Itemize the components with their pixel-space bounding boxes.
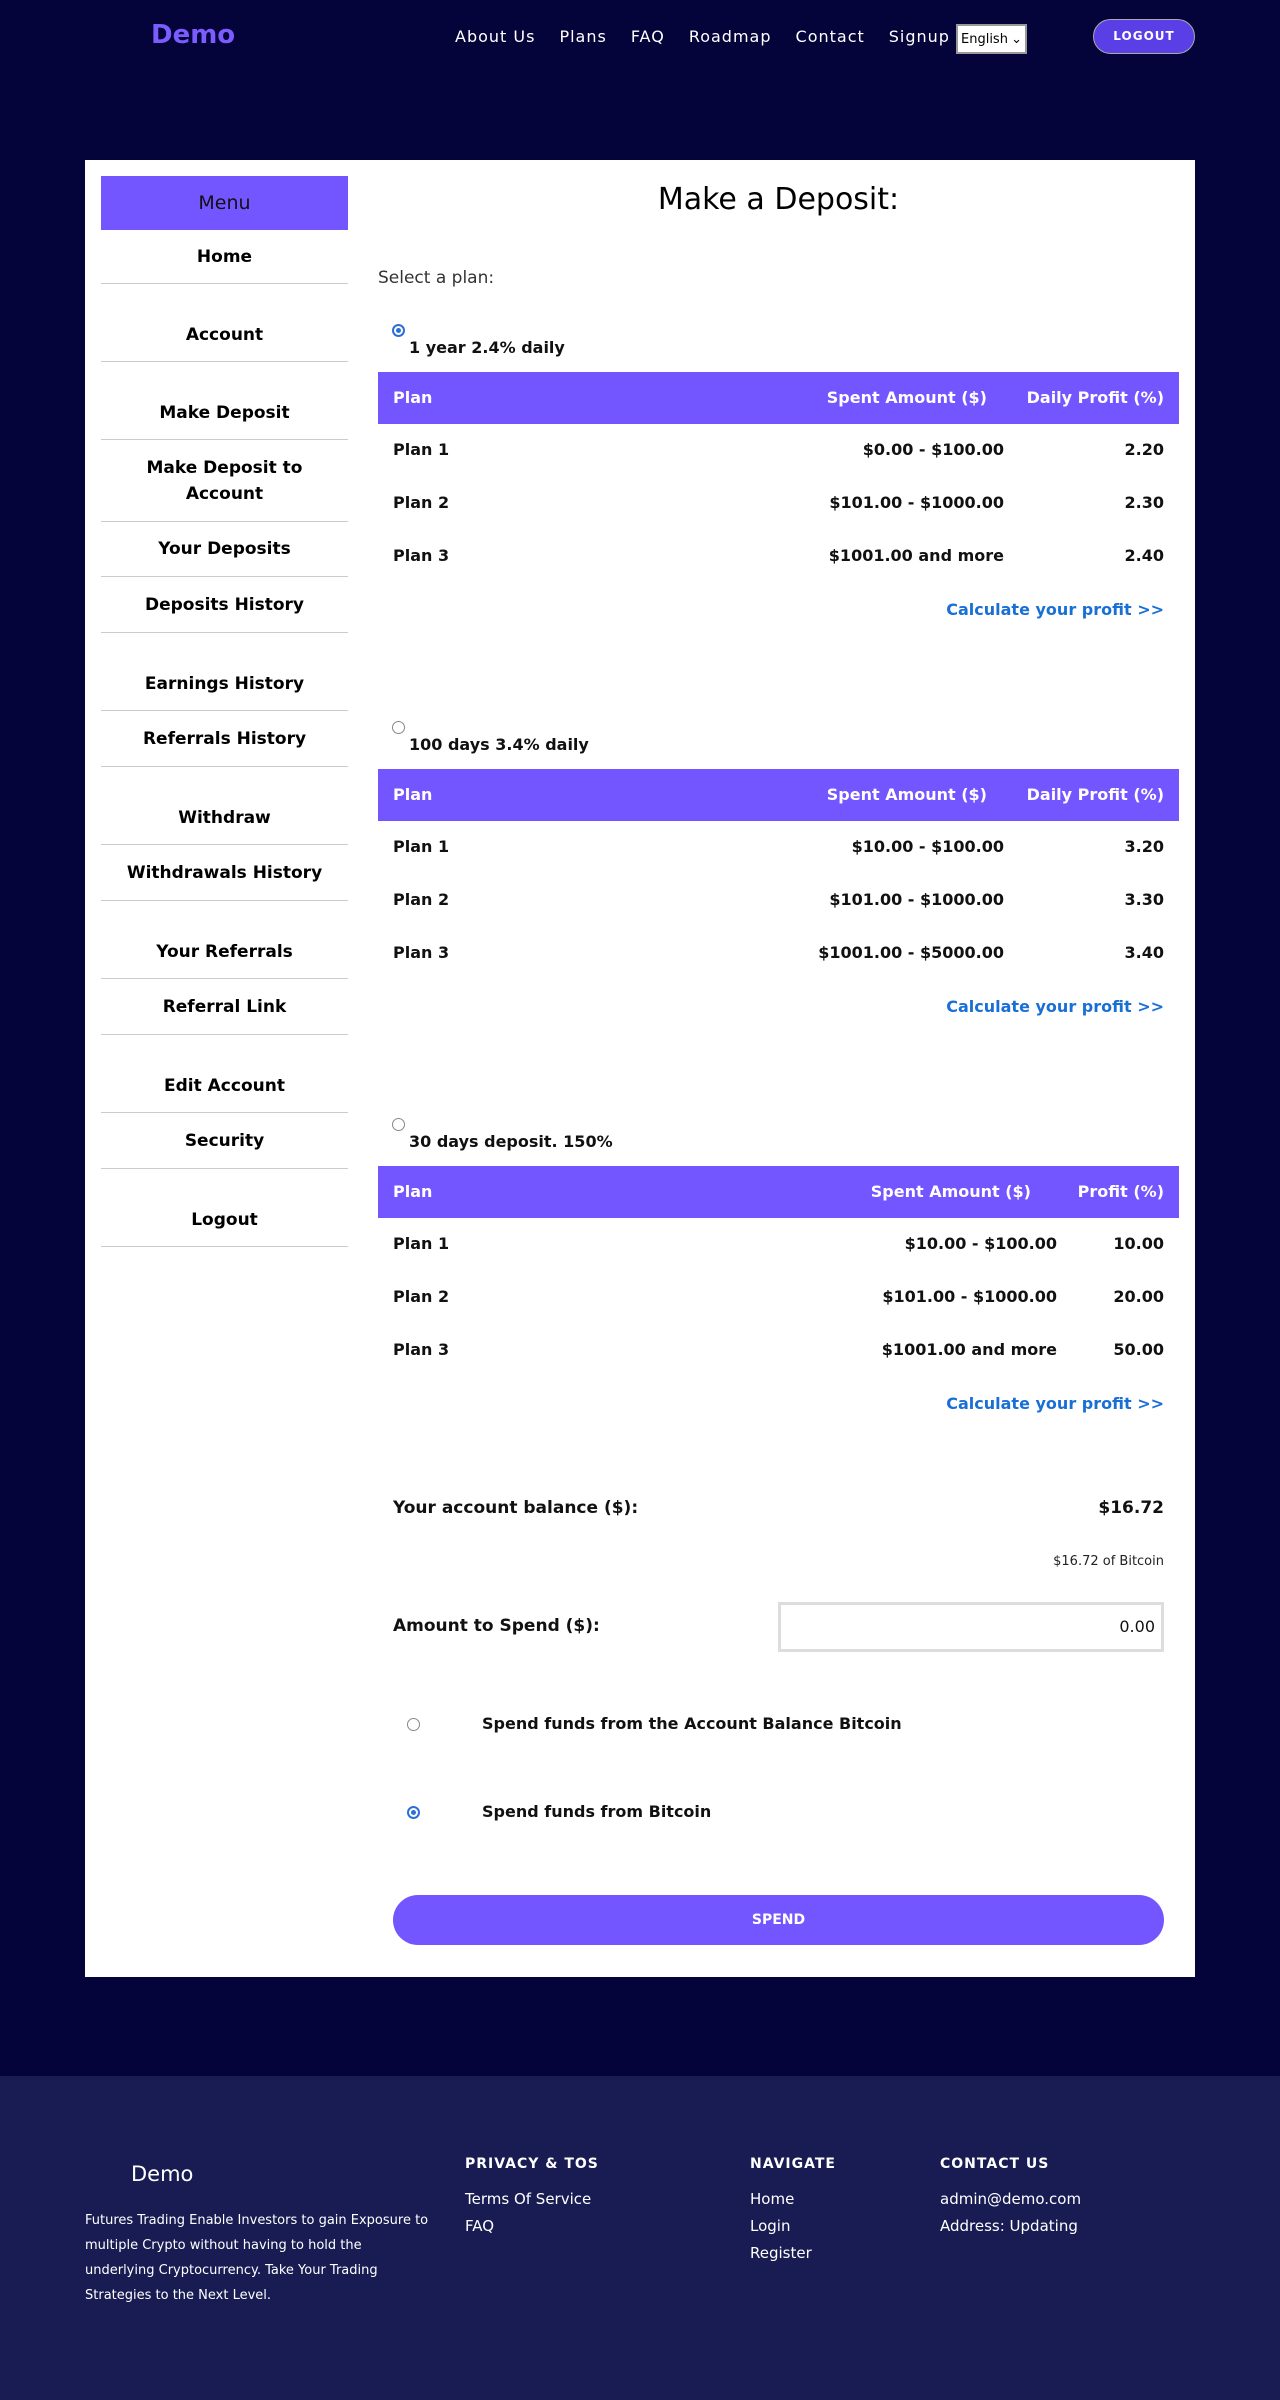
- cell-plan: Plan 2: [393, 493, 450, 512]
- footer-privacy-column: [465, 2156, 599, 2240]
- footer-navigate-column: [750, 2156, 836, 2267]
- site-logo[interactable]: Demo: [151, 20, 236, 50]
- cell-amount: $101.00 - $1000.00: [829, 890, 1004, 909]
- header-spent-amount: Spent Amount ($): [826, 388, 987, 407]
- nav-contact[interactable]: Contact: [795, 27, 865, 46]
- cell-amount: $1001.00 and more: [881, 1340, 1057, 1359]
- header-plan: Plan: [393, 388, 433, 407]
- spend-option-radio[interactable]: [407, 1718, 420, 1731]
- language-select[interactable]: [956, 24, 1027, 54]
- sidebar-item-your-referrals[interactable]: Your Referrals: [101, 901, 348, 979]
- main-nav: [455, 27, 974, 46]
- sidebar-item-logout[interactable]: Logout: [101, 1169, 348, 1247]
- sidebar-item-referrals-history[interactable]: Referrals History: [101, 711, 348, 767]
- cell-plan: Plan 1: [393, 837, 450, 856]
- sidebar-item-withdrawals-history[interactable]: Withdrawals History: [101, 845, 348, 901]
- top-header: [0, 0, 1280, 75]
- header-plan: Plan: [393, 1182, 433, 1201]
- nav-plans[interactable]: Plans: [559, 27, 607, 46]
- table-row: [378, 1324, 1179, 1377]
- header-profit: Daily Profit (%): [1026, 388, 1164, 407]
- calculate-profit-link[interactable]: Calculate your profit >>: [946, 600, 1164, 619]
- sidebar-item-home[interactable]: Home: [101, 230, 348, 284]
- sidebar-item-referral-link[interactable]: Referral Link: [101, 979, 348, 1035]
- sidebar-item-make-deposit-to-account[interactable]: Make Deposit to Account: [101, 440, 348, 522]
- calculate-profit-link[interactable]: Calculate your profit >>: [946, 997, 1164, 1016]
- amount-input[interactable]: 0.00: [778, 1602, 1164, 1652]
- sidebar-item-deposits-history[interactable]: Deposits History: [101, 577, 348, 633]
- sidebar-menu: [101, 176, 348, 1247]
- spend-option-label[interactable]: Spend funds from the Account Balance Bitcoin: [482, 1714, 902, 1733]
- select-plan-label: Select a plan:: [378, 268, 495, 288]
- cell-profit: 2.40: [1124, 546, 1164, 565]
- cell-amount: $10.00 - $100.00: [851, 837, 1004, 856]
- calculate-profit-link[interactable]: Calculate your profit >>: [946, 1394, 1164, 1413]
- amount-label: Amount to Spend ($):: [393, 1616, 600, 1636]
- table-row: [378, 1218, 1179, 1271]
- cell-plan: Plan 3: [393, 546, 450, 565]
- cell-profit: 20.00: [1113, 1287, 1164, 1306]
- cell-plan: Plan 2: [393, 890, 450, 909]
- cell-amount: $101.00 - $1000.00: [882, 1287, 1057, 1306]
- footer-navigate-title: NAVIGATE: [750, 2156, 836, 2172]
- cell-amount: $101.00 - $1000.00: [829, 493, 1004, 512]
- balance-label: Your account balance ($):: [393, 1498, 639, 1518]
- nav-signup[interactable]: Signup: [888, 27, 950, 46]
- plan-radio[interactable]: [392, 324, 405, 337]
- cell-plan: Plan 2: [393, 1287, 450, 1306]
- cell-plan: Plan 3: [393, 1340, 450, 1359]
- header-spent-amount: Spent Amount ($): [826, 785, 987, 804]
- header-profit: Profit (%): [1077, 1182, 1164, 1201]
- cell-amount: $10.00 - $100.00: [904, 1234, 1057, 1253]
- table-row: [378, 927, 1179, 980]
- plan-table: [378, 769, 1179, 980]
- site-footer: [0, 2076, 1280, 2400]
- cell-profit: 3.40: [1124, 943, 1164, 962]
- cell-plan: Plan 1: [393, 1234, 450, 1253]
- cell-plan: Plan 3: [393, 943, 450, 962]
- sidebar-item-withdraw[interactable]: Withdraw: [101, 767, 348, 845]
- footer-privacy-title: PRIVACY & TOS: [465, 2156, 599, 2172]
- footer-link-faq[interactable]: FAQ: [465, 2217, 495, 2235]
- table-row: [378, 477, 1179, 530]
- plan-name[interactable]: 100 days 3.4% daily: [409, 735, 589, 754]
- nav-about-us[interactable]: About Us: [455, 27, 536, 46]
- cell-profit: 3.20: [1124, 837, 1164, 856]
- plan-table: [378, 372, 1179, 583]
- spend-option[interactable]: [378, 1712, 1179, 1742]
- footer-contact-email[interactable]: admin@demo.com: [940, 2190, 1082, 2208]
- plan-radio[interactable]: [392, 1118, 405, 1131]
- cell-profit: 50.00: [1113, 1340, 1164, 1359]
- table-header: [378, 372, 1179, 424]
- table-row: [378, 530, 1179, 583]
- table-row: [378, 874, 1179, 927]
- balance-value: $16.72: [1098, 1498, 1164, 1518]
- footer-description: Futures Trading Enable Investors to gain Exposure to multiple Crypto without having to hold the underlying Cryptocurrency. Take Your Trading Strategies to the Next Level.: [85, 2213, 429, 2303]
- table-header: [378, 1166, 1179, 1218]
- footer-contact-column: [940, 2156, 1081, 2240]
- spend-option-label[interactable]: Spend funds from Bitcoin: [482, 1802, 712, 1821]
- nav-roadmap[interactable]: Roadmap: [688, 27, 772, 46]
- cell-amount: $0.00 - $100.00: [862, 440, 1004, 459]
- deposit-card: [85, 160, 1195, 1977]
- header-plan: Plan: [393, 785, 433, 804]
- sidebar-item-security[interactable]: Security: [101, 1113, 348, 1169]
- table-header: [378, 769, 1179, 821]
- logout-button[interactable]: LOGOUT: [1093, 19, 1195, 54]
- balance-sub: $16.72 of Bitcoin: [1053, 1554, 1164, 1569]
- plan-name[interactable]: 30 days deposit. 150%: [409, 1132, 613, 1151]
- table-row: [378, 1271, 1179, 1324]
- sidebar-item-make-deposit[interactable]: Make Deposit: [101, 362, 348, 440]
- sidebar-item-edit-account[interactable]: Edit Account: [101, 1035, 348, 1113]
- cell-amount: $1001.00 and more: [828, 546, 1004, 565]
- footer-link-login[interactable]: Login: [750, 2217, 791, 2235]
- header-profit: Daily Profit (%): [1026, 785, 1164, 804]
- spend-option-radio[interactable]: [407, 1806, 420, 1819]
- cell-profit: 2.20: [1124, 440, 1164, 459]
- table-row: [378, 424, 1179, 477]
- language-value: English: [961, 31, 1008, 47]
- cell-profit: 2.30: [1124, 493, 1164, 512]
- chevron-down-icon: ⌄: [1011, 31, 1022, 47]
- footer-link-register[interactable]: Register: [750, 2244, 812, 2262]
- cell-profit: 10.00: [1113, 1234, 1164, 1253]
- plan-name[interactable]: 1 year 2.4% daily: [409, 338, 565, 357]
- cell-profit: 3.30: [1124, 890, 1164, 909]
- page-title: Make a Deposit:: [657, 182, 900, 217]
- header-spent-amount: Spent Amount ($): [870, 1182, 1031, 1201]
- sidebar-item-your-deposits[interactable]: Your Deposits: [101, 522, 348, 577]
- footer-logo[interactable]: Demo: [131, 2162, 194, 2186]
- spend-option[interactable]: [378, 1800, 1179, 1830]
- sidebar-item-account[interactable]: Account: [101, 284, 348, 362]
- footer-link-terms[interactable]: Terms Of Service: [465, 2190, 592, 2208]
- table-row: [378, 821, 1179, 874]
- sidebar-item-earnings-history[interactable]: Earnings History: [101, 633, 348, 711]
- footer-link-home[interactable]: Home: [750, 2190, 795, 2208]
- footer-contact-title: CONTACT US: [940, 2156, 1050, 2172]
- cell-amount: $1001.00 - $5000.00: [818, 943, 1004, 962]
- plan-table: [378, 1166, 1179, 1377]
- plan-radio[interactable]: [392, 721, 405, 734]
- menu-heading: Menu: [101, 176, 348, 230]
- nav-faq[interactable]: FAQ: [630, 27, 665, 46]
- cell-plan: Plan 1: [393, 440, 450, 459]
- footer-contact-address: Address: Updating: [940, 2217, 1078, 2235]
- spend-button[interactable]: SPEND: [393, 1895, 1164, 1945]
